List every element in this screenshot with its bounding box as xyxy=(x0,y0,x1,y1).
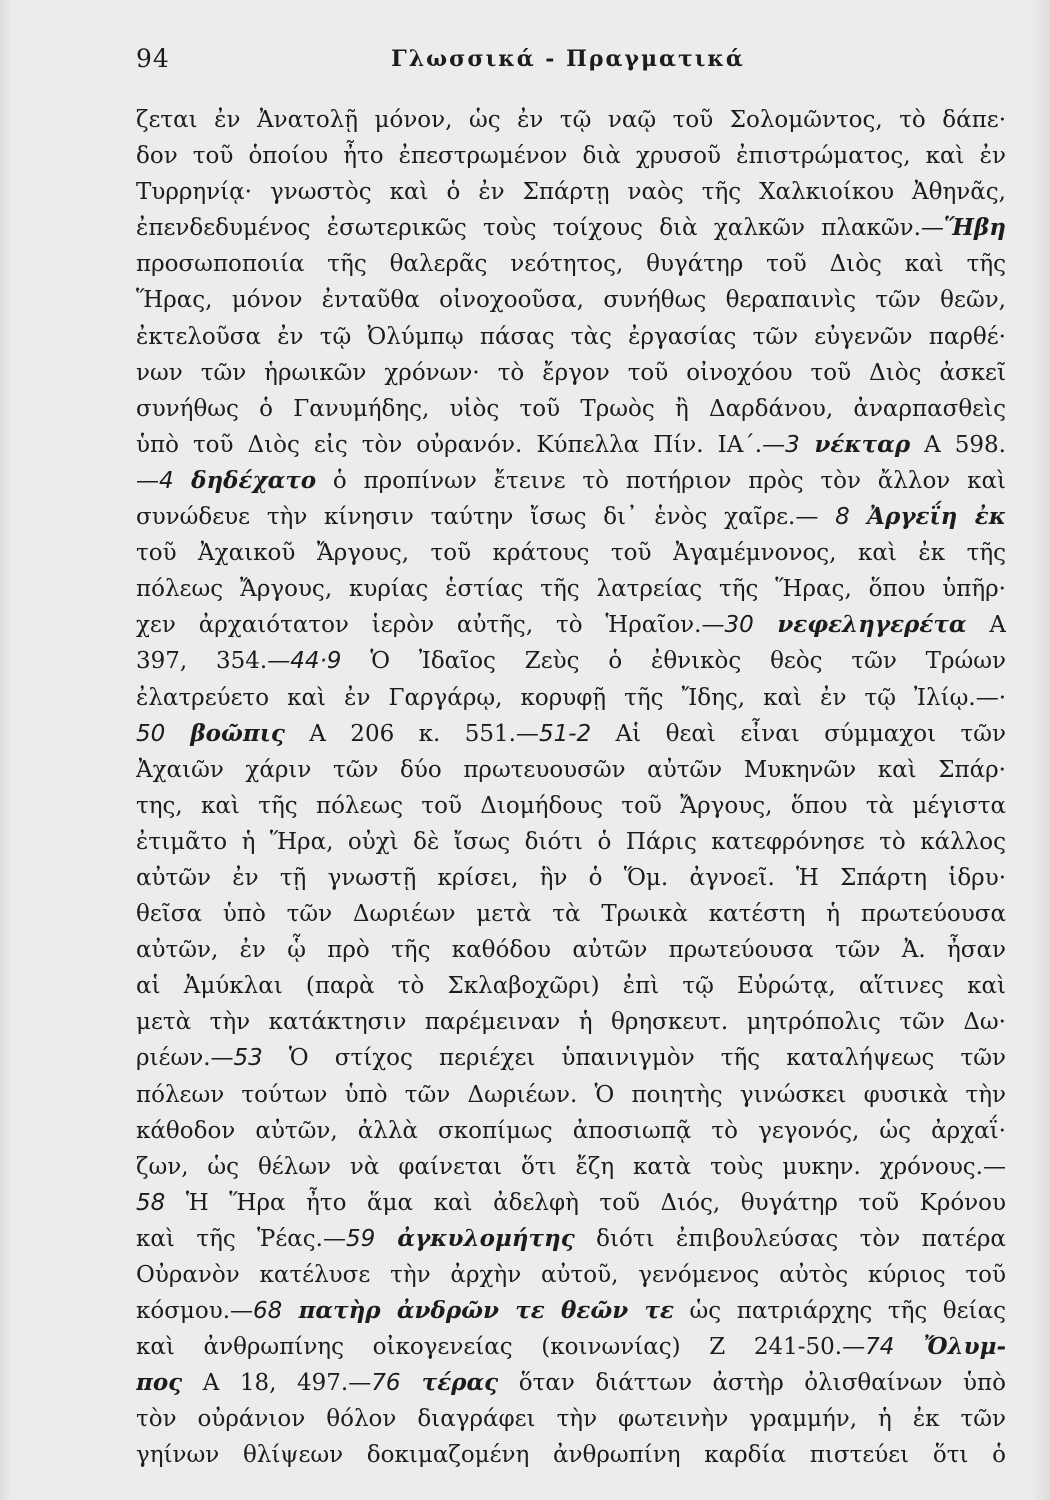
text-segment: ζεται ἐν Ἀνατολῇ μόνον, ὡς ἐν τῷ ναῷ τοῦ Σολομῶντος, τὸ δάπε· xyxy=(136,107,1006,133)
text-line xyxy=(136,1437,1006,1473)
text-line xyxy=(136,1149,1006,1185)
verse-number: 59 xyxy=(345,1225,376,1252)
text-line xyxy=(136,1365,1006,1401)
verse-number: 4 xyxy=(159,467,174,494)
text-segment: διότι ἐπιβουλεύσας τὸν πατέρα xyxy=(574,1225,1006,1252)
lemma-reference: νεφεληγερέτα xyxy=(753,611,967,639)
commentary-text xyxy=(136,102,1006,1474)
verse-number: 44·9 xyxy=(290,648,342,675)
text-line xyxy=(136,1077,1006,1113)
text-line xyxy=(136,932,1006,968)
text-segment: ὡς πατριάρχης τῆς θείας xyxy=(673,1298,1006,1325)
verse-number: 51-2 xyxy=(538,720,592,747)
text-line xyxy=(136,174,1006,210)
text-line xyxy=(136,210,1006,246)
lemma-reference: ἀγκυλομήτης xyxy=(375,1224,575,1252)
text-line xyxy=(136,1185,1006,1221)
text-segment: κόσμου.— xyxy=(136,1298,254,1325)
text-segment: ὅταν διάττων ἀστὴρ ὀλισθαίνων ὑπὸ xyxy=(498,1370,1006,1397)
text-segment: τοῦ Ἀχαικοῦ Ἄργους, τοῦ κράτους τοῦ Ἀγαμέμνονος, καὶ ἐκ τῆς xyxy=(136,540,1006,567)
text-line xyxy=(136,680,1006,716)
text-line xyxy=(136,282,1006,318)
text-segment: Α 206 κ. 551.— xyxy=(284,720,539,747)
text-segment: Ὁ στίχος περιέχει ὑπαινιγμὸν τῆς καταλήψεως τῶν xyxy=(262,1045,1006,1072)
text-segment: καὶ ἀνθρωπίνης οἰκογενείας (κοινωνίας) Ζ 241-50.— xyxy=(136,1334,866,1361)
text-line xyxy=(136,824,1006,860)
text-segment: Οὐρανὸν κατέλυσε τὴν ἀρχὴν αὐτοῦ, γενόμενος αὐτὸς κύριος τοῦ xyxy=(136,1262,1006,1288)
text-line xyxy=(136,752,1006,788)
lemma-reference: Ἀργεΐη ἐκ xyxy=(849,503,1006,531)
page-header xyxy=(136,44,1000,84)
text-segment: της, καὶ τῆς πόλεως τοῦ Διομήδους τοῦ Ἄργους, ὅπου τὰ μέγιστα xyxy=(136,792,1006,819)
text-segment: ὁ προπίνων ἔτεινε τὸ ποτήριον πρὸς τὸν ἄλλον καὶ xyxy=(316,467,1006,494)
text-line xyxy=(136,896,1006,932)
text-segment: αὐτῶν, ἐν ᾧ πρὸ τῆς καθόδου αὐτῶν πρωτεύουσα τῶν Ἀ. ἦσαν xyxy=(136,937,1006,964)
lemma-reference: πος xyxy=(136,1369,183,1397)
text-segment: Ἥρας, μόνον ἐνταῦθα οἰνοχοοῦσα, συνήθως θεραπαινὶς τῶν θεῶν, xyxy=(136,287,1006,314)
text-segment: ἐπενδεδυμένος ἐσωτερικῶς τοὺς τοίχους διὰ χαλκῶν πλακῶν.— xyxy=(136,215,944,242)
text-line xyxy=(136,643,1006,679)
text-line xyxy=(136,391,1006,427)
text-line xyxy=(136,1221,1006,1257)
text-segment: αἱ Ἀμύκλαι (παρὰ τὸ Σκλαβοχῶρι) ἐπὶ τῷ Εὐρώτᾳ, αἵτινες καὶ xyxy=(136,973,1006,1000)
text-segment: χεν ἀρχαιότατον ἱερὸν αὐτῆς, τὸ Ἡραῖον.— xyxy=(136,612,725,639)
text-segment: θεῖσα ὑπὸ τῶν Δωριέων μετὰ τὰ Τρωικὰ κατέστη ἡ πρωτεύουσα xyxy=(136,901,1006,928)
text-segment: ζων, ὡς θέλων νὰ φαίνεται ὅτι ἔζη κατὰ τοὺς μυκην. χρόνους.— xyxy=(136,1153,1006,1180)
verse-number: 74 xyxy=(865,1334,895,1361)
text-segment: ριέων.— xyxy=(136,1045,234,1072)
lemma-reference: δηδέχατο xyxy=(173,466,317,494)
text-segment: τὸν οὐράνιον θόλον διαγράφει τὴν φωτεινὴν γραμμήν, ἡ ἐκ τῶν xyxy=(136,1406,1006,1433)
verse-number: 8 xyxy=(835,504,850,531)
text-line xyxy=(136,1113,1006,1149)
verse-number: 68 xyxy=(253,1298,283,1325)
text-line xyxy=(136,1329,1006,1365)
text-segment: ὑπὸ τοῦ Διὸς εἰς τὸν οὐρανόν. Κύπελλα Πίν. ΙΑ΄.— xyxy=(136,431,786,458)
text-line xyxy=(136,716,1006,752)
running-head: Γλωσσικά - Πραγματικά xyxy=(391,46,745,72)
text-segment: Α 18, 497.— xyxy=(182,1370,372,1397)
text-line xyxy=(136,463,1006,499)
text-line xyxy=(136,427,1006,463)
text-segment: προσωποποιία τῆς θαλερᾶς νεότητος, θυγάτηρ τοῦ Διὸς καὶ τῆς xyxy=(136,251,1006,278)
verse-number: 53 xyxy=(233,1045,263,1072)
text-line xyxy=(136,102,1006,138)
text-segment: ἐτιμᾶτο ἡ Ἥρα, οὐχὶ δὲ ἴσως διότι ὁ Πάρις κατεφρόνησε τὸ κάλλος xyxy=(136,828,1006,855)
lemma-reference: πατὴρ ἀνδρῶν τε θεῶν τε xyxy=(282,1297,674,1325)
lemma-reference: τέρας xyxy=(400,1369,499,1397)
lemma-reference: βοῶπις xyxy=(165,719,285,747)
text-segment: μετὰ τὴν κατάκτησιν παρέμειναν ἡ θρησκευτ. μητρόπολις τῶν Δω· xyxy=(136,1009,1006,1036)
text-segment: — xyxy=(136,467,159,494)
text-segment: Α 598. xyxy=(910,431,1006,458)
text-segment: συνώδευε τὴν κίνησιν ταύτην ἴσως δι᾽ ἑνὸς χαῖρε.— xyxy=(136,504,836,531)
text-line xyxy=(136,1004,1006,1040)
page-number: 94 xyxy=(136,44,170,73)
lemma-reference: νέκταρ xyxy=(799,430,911,458)
text-segment: 397, 354.— xyxy=(136,648,291,675)
text-line xyxy=(136,319,1006,355)
text-segment: δον τοῦ ὁποίου ἦτο ἐπεστρωμένον διὰ χρυσοῦ ἐπιστρώματος, καὶ ἐν xyxy=(136,143,1006,170)
text-line xyxy=(136,860,1006,896)
text-segment: γηίνων θλίψεων δοκιμαζομένη ἀνθρωπίνη καρδία πιστεύει ὅτι ὁ xyxy=(136,1442,1006,1469)
text-segment: Ὁ Ἰδαῖος Ζεὺς ὁ ἐθνικὸς θεὸς τῶν Τρώων xyxy=(341,648,1006,675)
text-segment: Ἡ Ἥρα ἦτο ἅμα καὶ ἀδελφὴ τοῦ Διός, θυγάτηρ τοῦ Κρόνου xyxy=(165,1189,1006,1216)
text-segment: συνήθως ὁ Γανυμήδης, υἱὸς τοῦ Τρωὸς ἢ Δαρδάνου, ἀναρπασθεὶς xyxy=(136,395,1006,422)
verse-number: 76 xyxy=(371,1370,401,1397)
text-segment: Α xyxy=(966,612,1006,639)
text-line xyxy=(136,1293,1006,1329)
text-line xyxy=(136,788,1006,824)
text-line xyxy=(136,607,1006,643)
text-segment: πόλεων τούτων ὑπὸ τῶν Δωριέων. Ὁ ποιητὴς γινώσκει φυσικὰ τὴν xyxy=(136,1081,1006,1108)
text-segment: κάθοδον αὐτῶν, ἀλλὰ σκοπίμως ἀποσιωπᾷ τὸ γεγονός, ὡς ἀρχαΐ· xyxy=(136,1117,1006,1144)
text-segment: Τυρρηνίᾳ· γνωστὸς καὶ ὁ ἐν Σπάρτῃ ναὸς τῆς Χαλκιοίκου Ἀθηνᾶς, xyxy=(136,179,1006,206)
text-segment: Αἱ θεαὶ εἶναι σύμμαχοι τῶν xyxy=(591,720,1006,747)
verse-number: 3 xyxy=(785,431,800,458)
text-segment: ἐκτελοῦσα ἐν τῷ Ὀλύμπῳ πάσας τὰς ἐργασίας τῶν εὐγενῶν παρθέ· xyxy=(136,323,1006,350)
text-segment: νων τῶν ἡρωικῶν χρόνων· τὸ ἔργον τοῦ οἰνοχόου τοῦ Διὸς ἀσκεῖ xyxy=(136,359,1006,386)
text-line xyxy=(136,138,1006,174)
text-line xyxy=(136,1401,1006,1437)
text-line xyxy=(136,968,1006,1004)
text-line xyxy=(136,499,1006,535)
text-segment: πόλεως Ἄργους, κυρίας ἑστίας τῆς λατρείας τῆς Ἥρας, ὅπου ὑπῆρ· xyxy=(136,576,1006,603)
text-line xyxy=(136,1257,1006,1293)
text-line xyxy=(136,1040,1006,1076)
verse-number: 58 xyxy=(136,1189,166,1216)
verse-number: 50 xyxy=(136,720,166,747)
text-segment: ἐλατρεύετο καὶ ἐν Γαργάρῳ, κορυφῇ τῆς Ἴδης, καὶ ἐν τῷ Ἰλίῳ.—· xyxy=(136,684,1006,711)
text-line xyxy=(136,246,1006,282)
lemma-reference: Ἥβη xyxy=(943,214,1006,242)
text-line xyxy=(136,355,1006,391)
text-line xyxy=(136,571,1006,607)
text-line xyxy=(136,535,1006,571)
text-segment: αὐτῶν ἐν τῇ γνωστῇ κρίσει, ἣν ὁ Ὅμ. ἀγνοεῖ. Ἡ Σπάρτη ἱδρυ· xyxy=(136,864,1006,891)
text-segment: Ἀχαιῶν χάριν τῶν δύο πρωτευουσῶν αὐτῶν Μυκηνῶν καὶ Σπάρ· xyxy=(136,756,1006,783)
text-segment: καὶ τῆς Ῥέας.— xyxy=(136,1225,346,1252)
lemma-reference: Ὄλυμ- xyxy=(894,1333,1006,1361)
verse-number: 30 xyxy=(724,612,754,639)
